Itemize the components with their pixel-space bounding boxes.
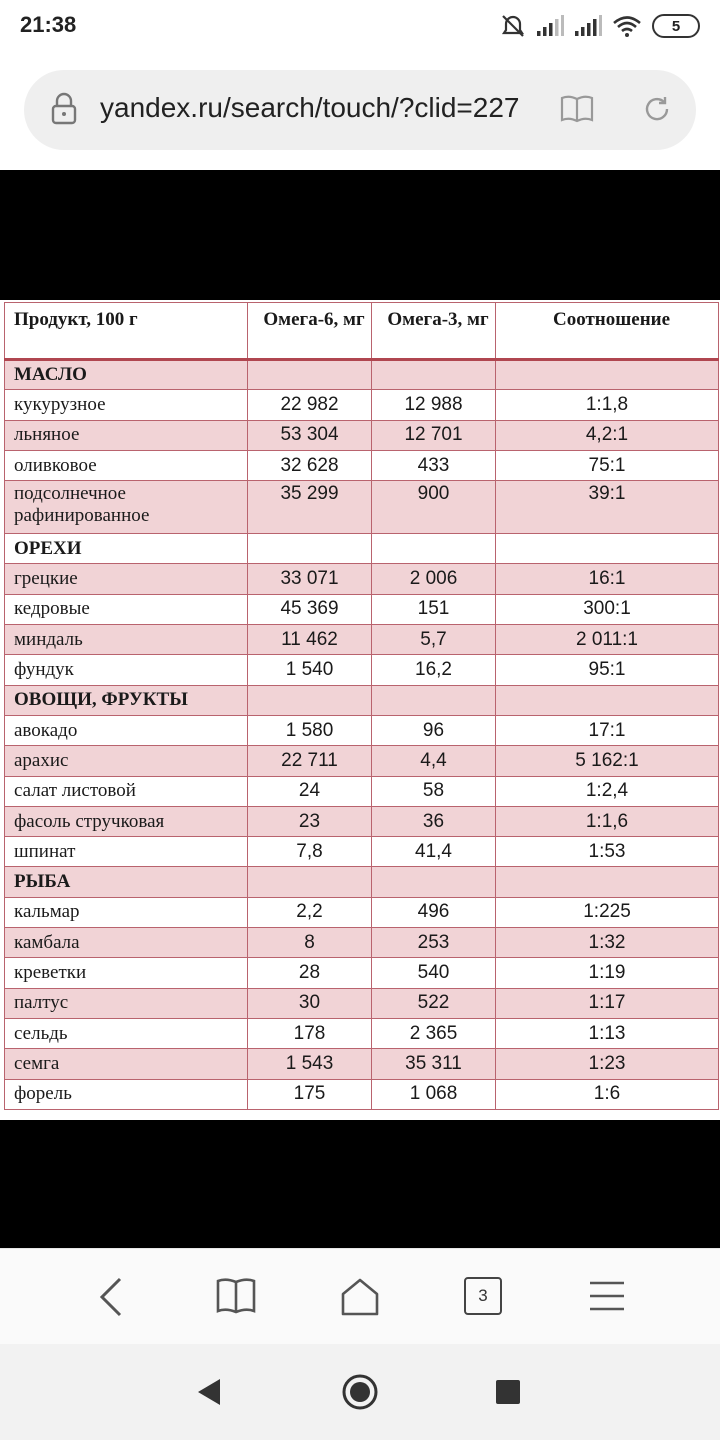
cell-ratio: 1:19 [496,958,719,988]
table-row [5,897,719,927]
cell-omega3: 253 [372,928,496,958]
cell-ratio: 4,2:1 [496,420,719,450]
table-row [5,715,719,745]
silent-alarm-icon [500,13,526,39]
empty-cell [248,360,372,390]
cell-ratio: 5 162:1 [496,746,719,776]
empty-cell [496,685,719,715]
cell-omega3: 2 365 [372,1018,496,1048]
section-label: ОВОЩИ, ФРУКТЫ [5,685,248,715]
cell-omega3: 496 [372,897,496,927]
table-row [5,1079,719,1109]
cell-product: фасоль стручковая [5,806,248,836]
empty-cell [372,534,496,564]
cell-product: подсолнечное рафинированное [5,481,248,534]
table-row [5,1049,719,1079]
empty-cell [372,360,496,390]
table-section-row [5,360,719,390]
reader-mode-icon[interactable] [560,94,594,128]
empty-cell [496,360,719,390]
cell-ratio: 1:225 [496,897,719,927]
table-section-row [5,867,719,897]
cell-omega3: 1 068 [372,1079,496,1109]
table-row [5,837,719,867]
cell-product: льняное [5,420,248,450]
cell-omega6: 1 543 [248,1049,372,1079]
cell-omega6: 33 071 [248,564,372,594]
table-row [5,390,719,420]
section-label: РЫБА [5,867,248,897]
cell-omega6: 8 [248,928,372,958]
cell-omega3: 900 [372,481,496,534]
cell-omega3: 151 [372,594,496,624]
table-row [5,564,719,594]
status-icons [500,12,700,40]
table-row [5,988,719,1018]
cell-omega6: 2,2 [248,897,372,927]
cell-omega6: 32 628 [248,450,372,480]
table-row [5,481,719,534]
status-time: 21:38 [20,12,77,37]
cell-ratio: 2 011:1 [496,625,719,655]
cell-ratio: 1:2,4 [496,776,719,806]
cell-ratio: 17:1 [496,715,719,745]
cell-omega3: 96 [372,715,496,745]
cell-product: арахис [5,746,248,776]
battery-icon: 5 [652,14,700,38]
cell-omega6: 1 540 [248,655,372,685]
cell-product: салат листовой [5,776,248,806]
cell-product: сельдь [5,1018,248,1048]
cell-ratio: 300:1 [496,594,719,624]
cell-omega6: 23 [248,806,372,836]
cell-ratio: 1:17 [496,988,719,1018]
back-icon[interactable] [96,1277,128,1321]
signal-icon-2 [574,15,602,37]
cell-omega6: 11 462 [248,625,372,655]
cell-omega3: 5,7 [372,625,496,655]
image-viewer[interactable] [0,170,720,1248]
cell-omega3: 16,2 [372,655,496,685]
table-row [5,594,719,624]
cell-ratio: 1:13 [496,1018,719,1048]
cell-omega6: 24 [248,776,372,806]
table-header-row [5,303,719,360]
cell-omega3: 58 [372,776,496,806]
empty-cell [248,534,372,564]
reload-icon[interactable] [642,94,672,128]
omega-table-image [0,300,720,1120]
cell-omega6: 28 [248,958,372,988]
cell-omega3: 35 311 [372,1049,496,1079]
table-row [5,776,719,806]
home-icon[interactable] [340,1277,380,1321]
cell-product: кукурузное [5,390,248,420]
cell-product: палтус [5,988,248,1018]
cell-omega3: 2 006 [372,564,496,594]
cell-product: миндаль [5,625,248,655]
cell-ratio: 1:6 [496,1079,719,1109]
cell-omega3: 433 [372,450,496,480]
bookmarks-icon[interactable] [216,1277,256,1319]
cell-omega6: 53 304 [248,420,372,450]
cell-ratio: 1:1,8 [496,390,719,420]
cell-ratio: 1:1,6 [496,806,719,836]
table-row [5,655,719,685]
cell-omega6: 22 982 [248,390,372,420]
cell-omega6: 7,8 [248,837,372,867]
cell-omega6: 22 711 [248,746,372,776]
cell-omega3: 540 [372,958,496,988]
lock-icon[interactable] [50,92,78,130]
cell-omega3: 12 701 [372,420,496,450]
nav-back-icon[interactable] [196,1378,222,1410]
cell-ratio: 1:32 [496,928,719,958]
system-nav-bar [0,1344,720,1440]
header-omega3: Омега-3, мг [372,303,496,360]
nav-home-icon[interactable] [342,1374,378,1414]
cell-product: семга [5,1049,248,1079]
table-row [5,1018,719,1048]
table-section-row [5,685,719,715]
cell-ratio: 39:1 [496,481,719,534]
empty-cell [496,867,719,897]
cell-omega6: 175 [248,1079,372,1109]
header-omega6: Омега-6, мг [248,303,372,360]
cell-product: камбала [5,928,248,958]
nav-recents-icon[interactable] [496,1380,520,1408]
address-bar[interactable] [24,70,696,150]
omega-table [4,302,719,1110]
cell-product: кальмар [5,897,248,927]
empty-cell [372,867,496,897]
status-bar [0,0,720,52]
cell-ratio: 95:1 [496,655,719,685]
menu-icon[interactable] [588,1277,626,1319]
table-section-row [5,534,719,564]
header-product: Продукт, 100 г [5,303,248,360]
cell-ratio: 75:1 [496,450,719,480]
cell-product: грецкие [5,564,248,594]
empty-cell [248,685,372,715]
cell-product: фундук [5,655,248,685]
table-row [5,420,719,450]
cell-omega3: 41,4 [372,837,496,867]
table-body [5,360,719,1110]
browser-toolbar [0,1248,720,1344]
cell-product: креветки [5,958,248,988]
cell-omega6: 45 369 [248,594,372,624]
section-label: ОРЕХИ [5,534,248,564]
cell-omega6: 178 [248,1018,372,1048]
cell-product: шпинат [5,837,248,867]
tabs-button[interactable]: 3 [464,1277,502,1315]
cell-ratio: 1:23 [496,1049,719,1079]
cell-product: оливковое [5,450,248,480]
empty-cell [248,867,372,897]
table-row [5,625,719,655]
table-row [5,746,719,776]
cell-product: авокадо [5,715,248,745]
cell-omega6: 35 299 [248,481,372,534]
empty-cell [372,685,496,715]
cell-omega3: 12 988 [372,390,496,420]
table-row [5,450,719,480]
cell-product: форель [5,1079,248,1109]
cell-omega6: 30 [248,988,372,1018]
cell-ratio: 16:1 [496,564,719,594]
table-row [5,958,719,988]
empty-cell [496,534,719,564]
cell-omega3: 36 [372,806,496,836]
table-row [5,806,719,836]
table-row [5,928,719,958]
cell-product: кедровые [5,594,248,624]
cell-omega3: 4,4 [372,746,496,776]
cell-omega3: 522 [372,988,496,1018]
cell-ratio: 1:53 [496,837,719,867]
signal-icon [536,15,564,37]
section-label: МАСЛО [5,360,248,390]
url-text[interactable]: yandex.ru/search/touch/?clid=227 [100,92,520,123]
header-ratio: Соотношение [496,303,719,360]
cell-omega6: 1 580 [248,715,372,745]
wifi-icon [612,15,642,37]
